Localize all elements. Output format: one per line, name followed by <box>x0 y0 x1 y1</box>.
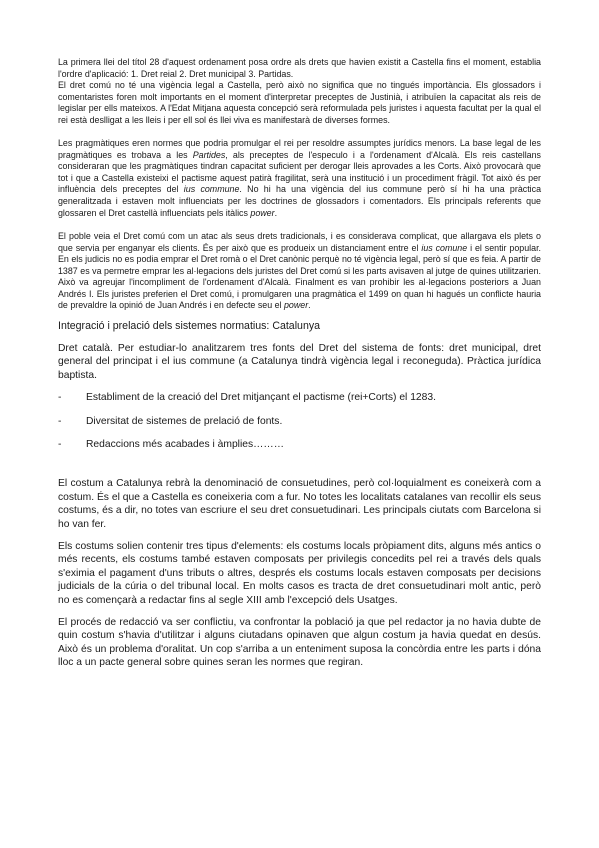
paragraph-dret-catala: Dret català. Per estudiar-lo analitzarem tres fonts del Dret del sistema de fonts: dret municipal, dret general del principat i el ius commune (a Catalunya tindrà vigència legal i reconeguda). Pràctica jurídica baptista. <box>58 342 541 381</box>
section-heading: Integració i prelació dels sistemes normatius: Catalunya <box>58 319 321 332</box>
paragraph-poble: El poble veia el Dret comú com un atac als seus drets tradicionals, i es considerava complicat, que allargava els plets o que servia per enganyar els clients. És per això que es produeix un distanciament entre el ius comune i el sentir popular. En els judicis no es podia emprar el Dret romà o el Dret canònic perquè no té vigència legal, però sí que es feia. A partir de 1387 es va permetre emprar les al·legacions dels juristes del Dret comú si les parts avisaven al jutge de quines utilitzarien. Això va agreujar l'incompliment de l'ordenament d'Alcalà. Finalment es van prohibir les al·legacions posteriors a Juan Andrés I. Els juristes preferien el Dret comú, i promulgaren una pragmàtica el 1499 on quan hi hagués un conflicte hauria de prevaldre la opinió de Juan Andrés i en defecte seu el power. <box>58 231 541 311</box>
list-item: - Diversitat de sistemes de prelació de fonts. <box>58 415 283 427</box>
paragraph-dret-comu: El dret comú no té una vigència legal a Castella, però això no significa que no tingués importància. Els glossadors i comentaristes foren molt importants en el moment d'interpretar preceptes de Justinià, i atribuïen la capacitat als reis de legislar per ells mateixos. A l'Edat Mitjana aquesta concepció serà reformulada pels juristes i aquesta facultat per la qual el rei està deslligat a les lleis i per ell sol és llei viva es manifestarà de diverses formes. <box>58 80 541 125</box>
list-item: - Establiment de la creació del Dret mitjançant el pactisme (rei+Corts) el 1283. <box>58 392 436 404</box>
paragraph-redaccio: El procés de redacció va ser conflictiu, va confrontar la població ja que pel redactor ja no havia dubte de quin costum s'havia d'utilitzar i alguns ciutadans opinaven que algun costum ja havia quedat en desús. Això és un problema d'oralitat. Un cop s'arriba a un enteniment suposa la concòrdia entre les parts i dóna lloc a un pacte general sobre quines seran les normes que regiran. <box>58 617 541 669</box>
castella-section <box>58 57 541 312</box>
paragraph-title-28: La primera llei del títol 28 d'aquest ordenament posa ordre als drets que havien existit a Castella fins el moment, establia l'ordre d'aplicació: 1. Dret reial 2. Dret municipal 3. Partidas. <box>58 57 541 79</box>
paragraph-elements: Els costums solien contenir tres tipus d'elements: els costums locals pròpiament dits, alguns més antics o més recents, els costums també estaven composats per privilegis concedits pel rei a través dels quals s'eximia el pagament d'uns tributs o altres, després els costums locals estaven composats per decisions judicials de la cúria o del tribunal local. En molts casos es tracta de dret consuetudinari molt antic, però no es començarà a redactar fins al segle XIII amb l'excepció dels Usatges. <box>58 541 541 606</box>
paragraph-costum: El costum a Catalunya rebrà la denominació de consuetudines, però col·loquialment es coneixerà com a costum. És el que a Castella es coneixeria com a fur. No totes les localitats catalanes van recollir els seus costums, és a dir, no totes van escriure el seu dret consuetudinari. Les principals ciutats com Barcelona si ho van fer. <box>58 478 541 530</box>
list-item: - Redaccions més acabades i àmplies……… <box>58 438 285 450</box>
dash-list <box>58 391 541 451</box>
document-page <box>58 57 541 670</box>
paragraph-pragmatiques: Les pragmàtiques eren normes que podria promulgar el rei per resoldre assumptes jurídics menors. La base legal de les pragmàtiques es trobava a les Partides, als preceptes de l'especulo i a l'ordenament d'Alcalà. Els reis castellans consideraran que les pragmàtiques tindran capacitat suficient per derogar lleis aprovades a les Corts. Això provocarà que tot i que a Castella existeixi el pactisme aquest patirà fragilitat, serà una institució i un procediment fràgil. Tot això és per influència dels preceptes del ius commune. No hi ha una vigència del ius commune però sí hi ha una pràctica generalitzada i estaven molt influenciats per les doctrines de glossadors i comentadors. Els principals referents que glossaren el Dret castellà influenciats pels itàlics power. <box>58 138 541 218</box>
